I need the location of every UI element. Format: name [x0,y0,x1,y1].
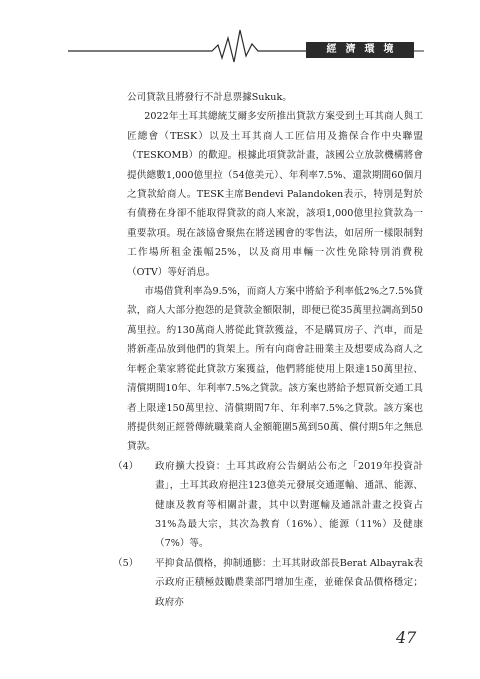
list-item [113,457,423,554]
article-body [113,88,423,612]
list-item-number: （5） [113,557,139,569]
paragraph: 公司貸款且將發行不計息票據Sukuk。 [127,92,292,103]
list-item-text: 平抑食品價格，抑制通膨：土耳其財政部長Berat Albayrak表示政府正積極鼓勵農業部門增加生產，並確保食品價格穩定；政府亦 [155,557,423,608]
list-item-number: （4） [113,460,139,472]
heartbeat-line-icon [0,0,480,70]
list-item-text: 政府擴大投資：土耳其政府公告網站公布之「2019年投資計畫」，土耳其政府挹注123億美元發展交通運輸、通訊、能源、健康及教育等相關計畫，其中以對運輸及通訊計畫之投資占31%為最大宗，其次為教育（16%）、能源（11%）及健康（7%）等。 [155,460,423,550]
paragraph: 2022年土耳其總統艾爾多安所推出貸款方案受到土耳其商人與工匠總會（TESK）以及土耳其商人工匠信用及擔保合作中央聯盟（TESKOMB）的歡迎。根據此項貸款計畫，該國公立放款機構將會提供總數1,000億里拉（54億美元）、年利率7.5%、還款期間60個月之貸款給商人。TESK主席Bendevi Palandoken表示，特別是對於有債務在身卻不能取得貸款的商人來說，該項1,000億里拉貸款為一重要款項。現在該協會聚焦在將送國會的零售法，如居所一樣限制對工作場所租金漲幅25%，以及商用車輛一次性免除特別消費稅（OTV）等好消息。 [127,111,423,278]
page-number: 47 [396,628,417,647]
section-label: 經濟環境 [306,42,414,58]
list-item [113,554,423,612]
page-header [0,0,480,70]
paragraph: 市場借貸利率為9.5%，而商人方案中將給予利率低2%之7.5%貸款，商人大部分抱怨的是貸款金額限制，即便已從35萬里拉調高到50萬里拉。約130萬商人將從此貸款獲益，不是購買房子、汽車，而是將新產品放到他們的貨架上。所有向商會註冊業主及想要成為商人之年輕企業家將從此貸款方案獲益，他們將能使用上限達150萬里拉、清償期間10年、年利率7.5%之貸款。該方案也將給予想買新交通工具者上限達150萬里拉、清償期間7年、年利率7.5%之貸款。該方案也將提供刻正經營傳統職業商人金額範圍5萬到50萬、償付期5年之無息貸款。 [127,286,423,453]
